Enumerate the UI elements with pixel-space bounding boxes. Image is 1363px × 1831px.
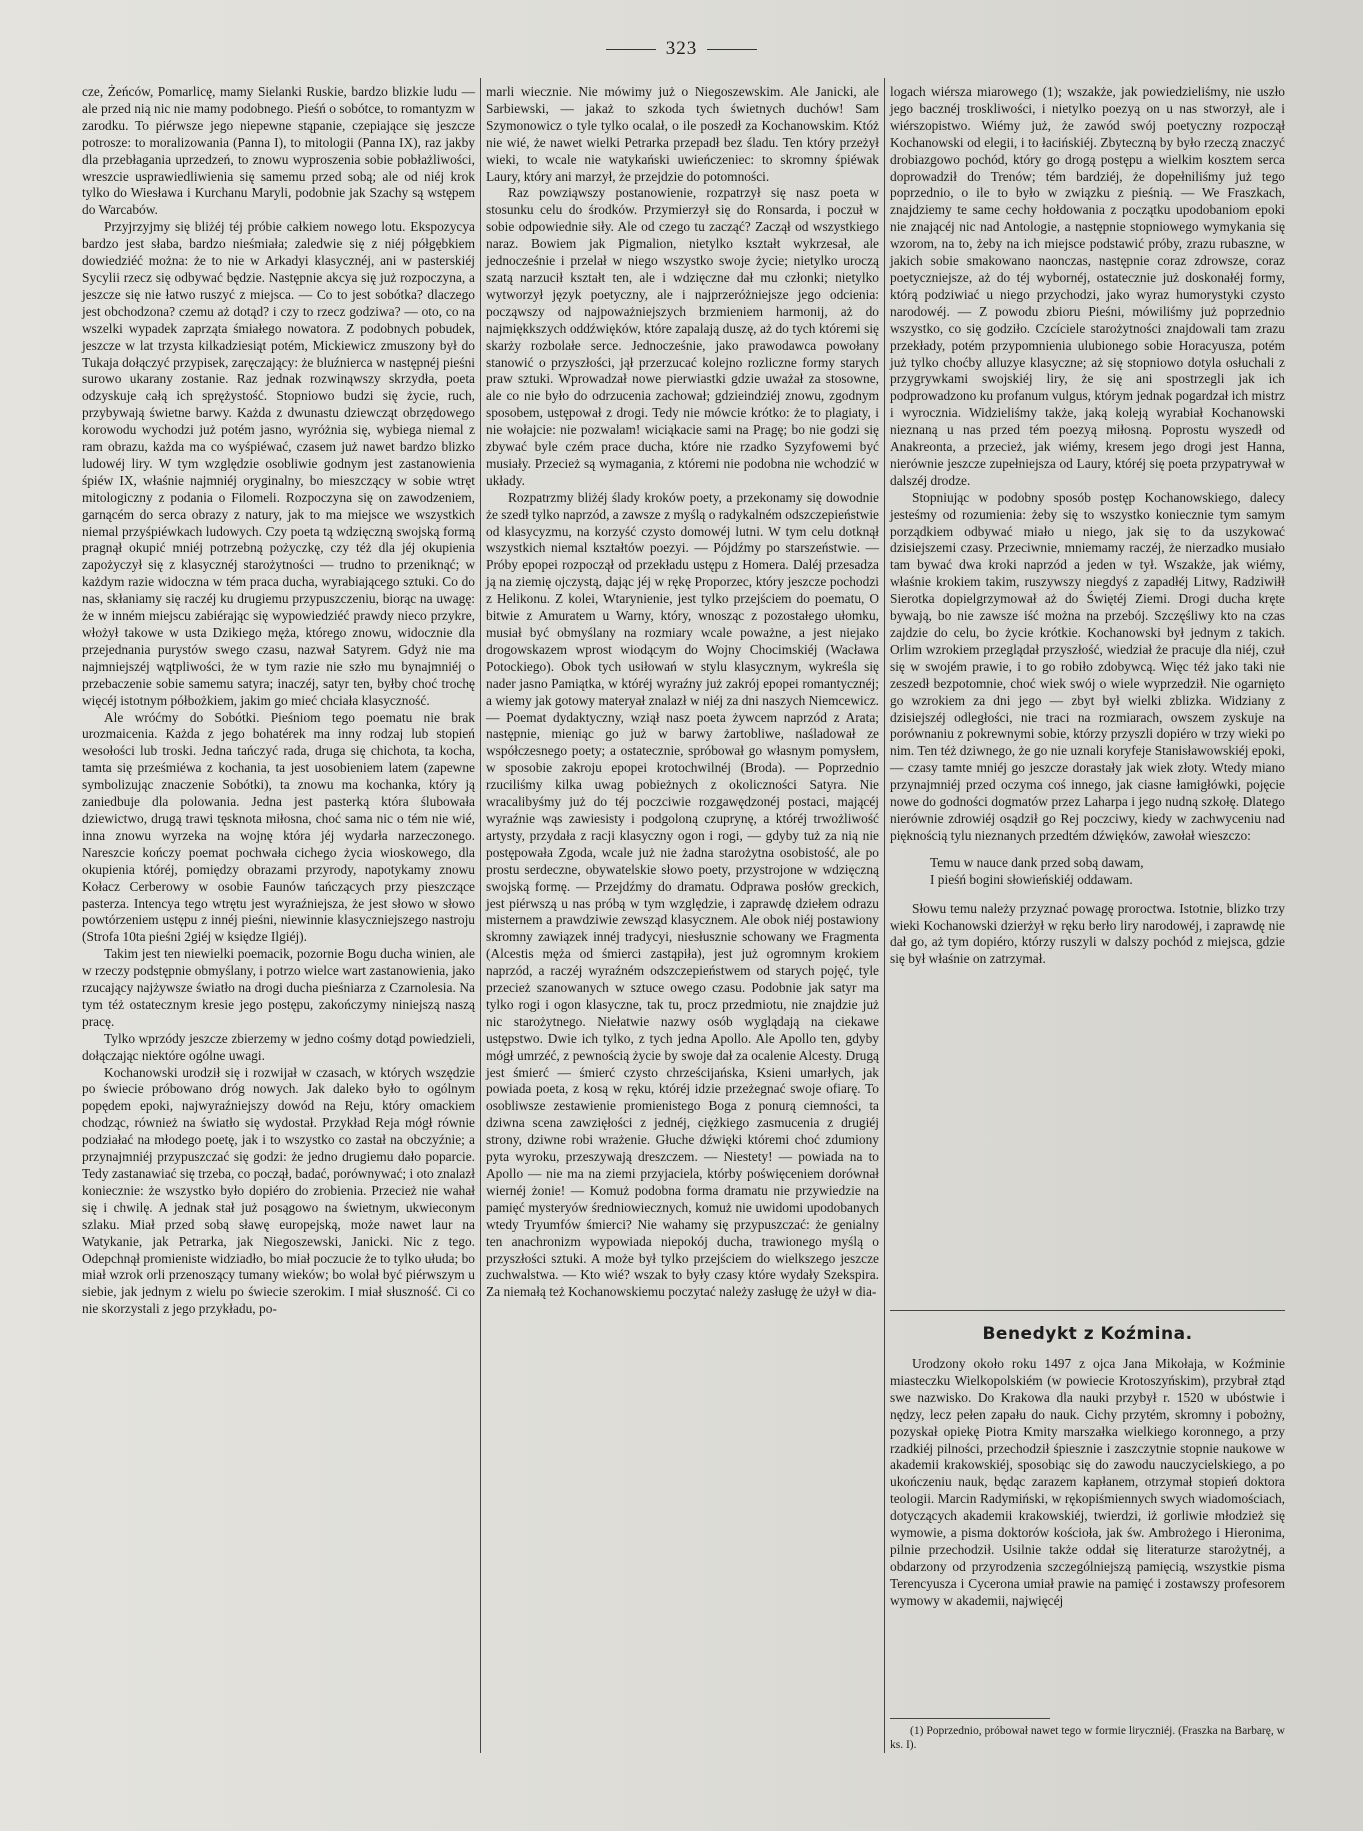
column-3-bottom xyxy=(890,1356,1285,1610)
page-number-dash-left xyxy=(606,49,656,50)
paragraph: Urodzony około roku 1497 z ojca Jana Mikołaja, w Koźminie miasteczku Wielkopolskiém (w powiecie Krotoszyńskim), przybrał ztąd swe nazwisko. Do Krakowa dla nauki przybył r. 1520 w ubóstwie i nędzy, lecz pełen zapału do nauk. Cichy przytém, skromny i pobożny, pozyskał opiekę Piotra Kmity marszałka wielkiego koronnego, a przy rzadkiéj pilności, przechodził śpiesznie i zaszczytnie stopnie naukowe w akademii krakowskiéj, sposobiąc się do zawodu nauczycielskiego, a po ukończeniu nauk, będąc zarazem kapłanem, otrzymał stopień doktora teologii. Marcin Radymiński, w rękopiśmiennych swych wiadomościach, dotyczących akademii krakowskiéj, twierdzi, iż gorliwie młodzież się wymowie, a pisma doktorów kościoła, jak św. Ambrożego i Hieronima, pilnie przechodził. Usilnie także oddał się literaturze starożytnéj, a obdarzony od przyrodzenia szczególniejszą pamięcią, wszystkie pisma Terencyusza i Cycerona umiał prawie na pamięć i zostawszy profesorem wymowy w akademii, najwięcéj xyxy=(890,1356,1285,1608)
verse-line: Temu w nauce dank przed sobą dawam, xyxy=(930,854,1144,870)
paragraph: Tylko wprzódy jeszcze zbierzemy w jedno cośmy dotąd powiedzieli, dołączając niektóre ogólne uwagi. xyxy=(82,1030,475,1063)
footnote-text: (1) Poprzednio, próbował nawet tego w formie liryczniéj. (Fraszka na Barbarę, w ks. I). xyxy=(890,1725,1285,1751)
footnote-rule xyxy=(890,1718,1050,1719)
paragraph: Takim jest ten niewielki poemacik, pozornie Bogu ducha winien, ale w rzeczy podstępnie obmyślany, i potrzo wielce wart zastanowienia, jako rzucający najżywsze światło na drogi ducha pieśniarza z Czarnolesia. Na tym téż ostatecznym kresie jego postępu, zakończymy niniejszą naszą pracę. xyxy=(82,946,475,1029)
section-divider xyxy=(890,1310,1285,1311)
page-number-text: 323 xyxy=(665,38,698,59)
column-2 xyxy=(486,84,879,1301)
verse-line: I pieśń bogini słowieńskiéj oddawam. xyxy=(930,871,1133,887)
column-rule-2 xyxy=(884,78,885,1753)
column-1 xyxy=(82,84,475,1318)
paragraph: Stopniując w podobny sposób postęp Kochanowskiego, dalecy jesteśmy od rozumienia: żeby się to wszystko koniecznie tym samym porządkiem odbywać miało u niego, jak się to da uszykować dzisiejszemi czasy. Przeciwnie, mniemamy raczéj, że nierzadko musiało tam bywać dwa kroki naprzód a jeden w tył. Wszakże, jak wiémy, właśnie krokiem takim, ruszywszy niegdyś z zapadłéj Litwy, Radziwiłł Sierotka dopielgrzymował aż do Świętéj Ziemi. Drogi ducha kręte bywają, bo nie zawsze iść można na przebój. Szczęśliwy kto na czas zajdzie do celu, bo życie krótkie. Kochanowski był jednym z takich. Orlim wzrokiem przeglądał przyszłość, wiedział że pracuje dla niéj, czuł się w swojém prawie, i to go robiło zdobywcą. Więc téż jako taki nie zeszedł bezpotomnie, choć wiek swój o wiele wyprzedził. Nie ogarnięto go wzrokiem za dni jego — zbyt był wielki zblizka. Widziany z dzisiejszéj odległości, nie traci na rozmiarach, owszem zyskuje na porównaniu z pokrewnymi sobie, którzy przyszli dopiéro w trzy wieki po nim. Ten téż dziwnego, że go nie uznali koryfeje Stanisławowskiéj epoki, — czasy tamte mniéj go jeszcze dorastały jak wiek złoty. Wtedy miano przynajmniéj przed oczyma coś innego, jak ciasne łamigłówki, pojęcie nowe do godności dogmatów przez Laharpa i jego nudną szkołę. Dlatego nierównie zdrowiéj osądził go Rej poczciwy, kiedy w zachwyceniu nad pięknością tylu nieznanych przedtém dźwięków, zawołał wieszczo: xyxy=(890,489,1285,843)
paragraph: Rozpatrzmy bliżéj ślady kroków poety, a przekonamy się dowodnie że szedł tylko naprzód, a zawsze z myślą o radykalném odszczepieństwie od klasycyzmu, na korzyść czysto domowéj lutni. W tym celu dotknął wszystkich niemal kształtów poezyi. — Pójdźmy po starszeństwie. — Próby epopei rozpoczął od przekładu ustępu z Homera. Daléj przesadza ją na ziemię ojczystą, dając jéj w rękę Proporzec, który jeszcze pochodzi z Helikonu. Z kolei, Wtarynienie, jest tylko przejściem do poematu, O bitwie z Amuratem u Warny, który, wnosząc z pozostałego ułomku, musiał być obmyślany na rozmiary wcale poważne, a jest niejako drogowskazem wprost wiodącym do Wojny Chocimskiéj (Wacława Potockiego). Obok tych usiłowań w stylu klasycznym, wykreśla się nader jasno Pamiątka, w któréj wyraźny już zakrój epopei romantycznéj; a wiemy jak gotowy materyał znalazł w niéj za dni naszych Niemcewicz. — Poemat dydaktyczny, wziął nasz poeta żywcem naprzód z Arata; następnie, mieniąc go już w barwy żartobliwe, naśladował ze współczesnego poety; a ostatecznie, spróbował go własnym pomysłem, w sposobie zakroju epopei krotochwilnéj (Broda). — Poprzednio rzuciliśmy kilka uwag pobieżnych z okoliczności Satyra. Nie wracalibyśmy już do téj poczciwie rozgawędzonéj postaci, mającéj wyraźnie wąs zawiesisty i podgoloną czuprynę, a któréj trwożliwość artysty, przydała z racji klasyczny ogon i rogi, — gdyby tuż za nią nie postępowała Zgoda, wcale już nie żadna starożytna osobistość, ale po prostu serdeczne, obywatelskie słowo poety, przystrojone w wdzięczną swojską formę. — Przejdźmy do dramatu. Odprawa posłów greckich, jest piérwszą u nas próbą w tym względzie, i zaprawdę dziełem odrazu misternem a prawdziwie zewsząd klasycznem. Ale obok niéj postawiony skromny zawiązek innéj tradycyi, niesłusznie schowany we Fragmenta (Alcestis męża od śmierci zastąpiła), jest już ogromnym krokiem naprzód, a raczéj wyraźném odszczepieństwem od starych pojęć, tyle przecież szanowanych w sztuce owego czasu. Podobnie jak satyr ma tylko rogi i ogon klasyczne, tak tu, procz przedmiotu, nie znajdzie już nic starożytnego. Niełatwie nazwy osób wyglądają na ciekawe ustępstwo. Dwie ich tylko, z tych jedna Apollo. Ale Apollo ten, gdyby mógł umrzéć, z pewnością życie by swoje dał za ocalenie Alcesty. Drugą jest śmierć — śmierć czysto chrześcijańska, Ksieni umarłych, jak powiada poeta, z kosą w ręku, któréj idzie przeżegnać swoje ofiarę. To osobliwsze zestawienie promienistego Boga z ponurą ciemności, ta dziwna scena zawzięłości z jednéj, ciężkiego zasmucenia z drugiéj strony, dziwne robi wrażenie. Głuche dźwięki któremi choć zdumiony pyta wyroku, przeszywają dreszczem. — Niestety! — powiada na to Apollo — nie ma na ziemi przyjaciela, którby poświęceniem dorównał wiernéj żonie! — Komuż podobna forma dramatu nie przywiedzie na pamięć mysteryów średniowiecznych, komuż nie uwidomi upodobanych wtedy Tryumfów śmierci? Nie wahamy się przypuszczać: że genialny ten anachronizm wypowiada niepokój ducha, trawionego myślą o przyszłości sztuki. A może był tylko przejściem do wielkszego jeszcze zuchwalstwa. — Kto wié? wszak to były czasy które wydały Szekspira. Za niemałą też Kochanowskiemu poczytać należy zasługę że użył w dia- xyxy=(486,489,880,1300)
footnote xyxy=(890,1724,1285,1752)
verse-quote xyxy=(890,855,1285,889)
column-3-top xyxy=(890,84,1285,968)
paragraph: logach wiérsza miarowego (1); wszakże, jak powiedzieliśmy, nie uszło jego bacznéj troskliwości, i nietylko poezyą on u nas stworzył, ale i wiérszopistwo. Wiémy już, że zawód swój poetyczny rozpoczął Kochanowski od elegii, i to łacińskiéj. Zbyteczną by było rzeczą znaczyć drobiazgowo pochód, który go drogą postępu a wielkim kosztem serca doprowadził do Trenów; tém bardziéj, że dopełniliśmy już tego poprzednio, o ile to było w związku z pieśnią. — We Fraszkach, znajdziemy te same cechy hołdowania z początku upodobaniom epoki nie znającéj nic nad Antologie, a następnie stopniowego wymykania się wzorom, na to, żeby na ich miejsce podstawić próby, zrazu rubaszne, w jakich sobie smakowano naonczas, następnie coraz zdrowsze, coraz poetyczniejsze, aż do téj wybornéj, ostatecznie już doskonałéj formy, którą podziwiać u niego przychodzi, jako wyraz humorystyki czysto narodowéj. — Z powodu zbioru Pieśni, mówiliśmy już poprzednio wszystko, co się godziło. Czcíciele starożytności znajdowali tam zrazu przekłady, potém przypomnienia ulubionego sobie Horacyusza, potém już tylko choćby alluzye klasyczne; aż się stopniowo dotyla osłuchali z przygrywkami swojskiéj liry, że się ani spostrzegli jak ich podprowadzono ku profanum vulgus, którym jednak pogardzał ich mistrz i wyrocznia. Widzieliśmy także, jaką koleją wyrabiał Kochanowski nieznaną u nas przed tém poezyą miłosną. Poprostu wyszedł od Anakreonta, a przecież, jak wiémy, kresem jego drogi jest Hanna, nierównie jeszcze zupełniejsza od Laury, któréj się poeta przypatrywał w dalszéj drodze. xyxy=(890,84,1285,488)
column-3-after-verse xyxy=(890,901,1285,969)
section-title: Benedykt z Koźmina. xyxy=(982,1324,1193,1344)
page-number-dash-right xyxy=(707,49,757,50)
paragraph: cze, Żeńców, Pomarlicę, mamy Sielanki Ruskie, bardzo blizkie ludu — ale przed nią nic nie mamy podobnego. Pieśń o sobótce, to romantyzm w zarodku. To piérwsze jego niepewne stąpanie, czepiające się jeszcze potrosze: to moralizowania (Panna I), to mitologii (Panna IX), raz jakby dla przebłagania uprzedzeń, to znowu wyproszenia sobie pobłażliwości, wreszcie usprawiedliwienia się samemu przed sobą; ale od niéj krok tylko do Wiesława i Kurchanu Maryli, podobnie jak Szachy są wstępem do Warcabów. xyxy=(82,84,475,218)
column-rule-1 xyxy=(480,78,481,1753)
paragraph: Słowu temu należy przyznać powagę proroctwa. Istotnie, blizko trzy wieki Kochanowski dzierżył w ręku berło liry narodowéj, i zaprawdę nie dał go, aż tym dopiéro, którzy ruszyli w dalszy pochód z miejsca, gdzie się był właśnie on zatrzymał. xyxy=(890,900,1285,967)
paragraph: Ale wróćmy do Sobótki. Pieśniom tego poematu nie brak urozmaicenia. Każda z jego bohatérek ma inny rodzaj lub stopień wesołości lub troski. Jedna tańczyć rada, druga się chichota, ta kocha, tamta się prześmiéwa z kochania, ta jest uosobieniem latem (zapewne symbolizując znaczenie Sobótki), ta znowu ma kochanka, który ją zaniedbuje dla polowania. Jedna jest pasterką która ślubowała dziewictwo, drugą trawi tęsknota miłosna, choć sama nic o tém nie wié, inna znowu wyrzeka na wojnę która jéj wydarła narzeczonego. Nareszcie kończy poemat pochwała cichego życia wioskowego, dla okupienia któréj, pomiędzy obrazami przyrody, napotykamy znowu Kołacz Cerberowy w osobie Faunów tańczących przy pieszczące pasterza. Intencya tego wtrętu jest wyraźniejsza, że jest słowo w słowo powtórzeniem ustępu z innéj pieśni, niewinnie klasyczniejszego nastroju (Strofa 10ta pieśni 2giéj w księdze Ilgiéj). xyxy=(82,709,475,945)
page-number xyxy=(0,38,1363,60)
paragraph: marli wiecznie. Nie mówimy już o Niegoszewskim. Ale Janicki, ale Sarbiewski, — jakaż to szkoda tych świetnych duchów! Sam Szymonowicz o tyle tylko ocalał, o ile poszedł za Kochanowskim. Któż nie wié, że nawet wielki Petrarka przepadł bez śladu. Ten który przeżył wieki, to wcale nie watykański uwieńczeniec: to skromny śpiéwak Laury, który ani marzył, że przejdzie do potomności. xyxy=(486,84,879,184)
column-3-paragraphs xyxy=(890,84,1285,845)
paragraph: Kochanowski urodził się i rozwijał w czasach, w których wszędzie po świecie próbowano dróg nowych. Jak daleko było to ogólnym popędem epoki, najwyraźniejszy dowód na Reju, który omackiem chodząc, również na światło się wydostał. Przykład Reja mógł równie podziałać na młodego poetę, jak i to wszystko co zastał na obczyźnie; a przynajmniéj przypuszczać się godzi: że jedno drugiemu dało poparcie. Tedy zastanawiać się trzeba, co począł, badać, porównywać; i oto znalazł koniecznie: że wszystko było dopiéro do zrobienia. Przecież nie wahał się i chwilę. A jednak stał już posągowo na świetnym, ukwieconym szlaku. Miał przed sobą sławę europejską, może nawet laur na Watykanie, jak Petrarka, jak Niegoszewski, Janicki. Nic z tego. Odepchnął promieniste widziadło, bo miał poczucie że to tylko ułuda; bo miał wzrok orli przenoszący tumany wieków; bo wolał być piérwszym u siebie, jak jednym z wielu po świecie szerokim. I miał słuszność. Ci co nie skorzystali z jego przykładu, po- xyxy=(82,1064,475,1317)
paragraph: Przyjrzyjmy się bliżéj téj próbie całkiem nowego lotu. Ekspozycya bardzo jest słaba, bardzo nieśmiała; zaledwie się z niéj półgębkiem dowiedziéć można: że to nie w Arkadyi klasycznéj, ani w pasterskiéj Sycylii rzecz się odbywać będzie. Następnie akcya się już rozpoczyna, a jeszcze się nie łatwo ruszyć z miejsca. — Co to jest sobótka? dlaczego jest obchodzona? czemu aż dotąd? i czy to rzecz godziwa? — oto, co na wszelki wypadek zaprząta śmiałego nowatora. Z podobnych pobudek, jeszcze w lat trzysta kilkadziesiąt potém, Mickiewicz zmuszony był do Tukaja dołączyć przypisek, zaręczający: że bluźniercа w następnéj pieśni surowo ukarany zostanie. Raz jednak rozwinąwszy skrzydła, poeta odzyskuje całą ich sprężystość. Stopniowo budzi się życie, ruch, przybywają świetne barwy. Każda z dwunastu dziewcząt obrzędowego korowodu wychodzi już potém jasno, wyróżnia się, wybiega niemal z ram obrazu, każda ma co wyśpiéwać, czasem już nawet bardzo blizko ludowéj liry. W tym względzie osobliwie godnym jest zastanowienia śpiéw IX, właśnie najmniéj oryginalny, bo mieszczący w sobie wtręt mitologiczny z podania o Filomeli. Rozpoczyna się on zawodzeniem, garnącém do serca obrazy z natury, jak to ma miejsce we wszystkich niemal przyśpiéwkach ludowych. Czy poeta tą wdzięczną swojską formą pragnął okupić mniéj potrzebną pożyczkę, czy téż dla jéj okupienia zapożyczył się z klasycznéj starożytności — trudno to przeniknąć; w każdym razie widoczna w tém praca ducha, wyrabiającego sztuki. Co do nas, skłaniamy się raczéj ku drugiemu przypuszczeniu, biorąc na uwagę: że w inném miejscu zabiérając się wypowiedziéć prawdy nieco przykre, włożył takowe w usta Dzikiego męża, którego znowu, widocznie dla przejednania purystów swego czasu, nazwał Satyrem. Gdyż nie ma najmniejszéj wątpliwości, że w tym razie nie szło mu bynajmniéj o przebaczenie sobie samemu satyra; inaczéj, satyr ten, byłby choć trochę więcéj istotnym półbożkiem, jakim go mieć chciała klasyczność. xyxy=(82,219,475,708)
paragraph: Raz powziąwszy postanowienie, rozpatrzył się nasz poeta w stosunku celu do środków. Przymierzył się do Ronsarda, i poczuł w sobie odpowiednie siły. Ale od czego tu zacząć? Zaczął od wszystkiego naraz. Bowiem jak Pigmalion, nietylko kształt wykrzesał, ale jednocześnie i przelał w niego wszystko swoje życie; nietylko uroczą szatą narzucił kształt ten, ale i wdzięczne dał mu członki; nietylko wytworzył język poetyczny, ale i najprzeróżniejsze jego odcienia: począwszy od najpoważniejszych brzmieniem harmonij, aż do najmiękkszych oddźwięków, które zapalają duszę, aż do tych któremi się skarży rozbolałe serce. Jednocześnie, jako prawodawca powołany stanowić o przyszłości, jął przerzucać kolejno rozliczne formy starych praw sztuki. Wprowadzał nowe pierwiastki gdzie uważał za stosowne, ale co nie było do odrzucenia zachował; gdzieindziéj znowu, zgodnym sposobem, ustępował z drogi. Tedy nie mówcie krótko: że to plagiaty, i nie wołajcie: nie pozwalam! wiciąkacie sami na Pragę; bo nie godzi się zbywać byle czém prace ducha, które nie rzadko Syzyfowemi być musiały. Przecież są wymagania, z któremi nie podobna nie wchodzić w układy. xyxy=(486,185,879,488)
